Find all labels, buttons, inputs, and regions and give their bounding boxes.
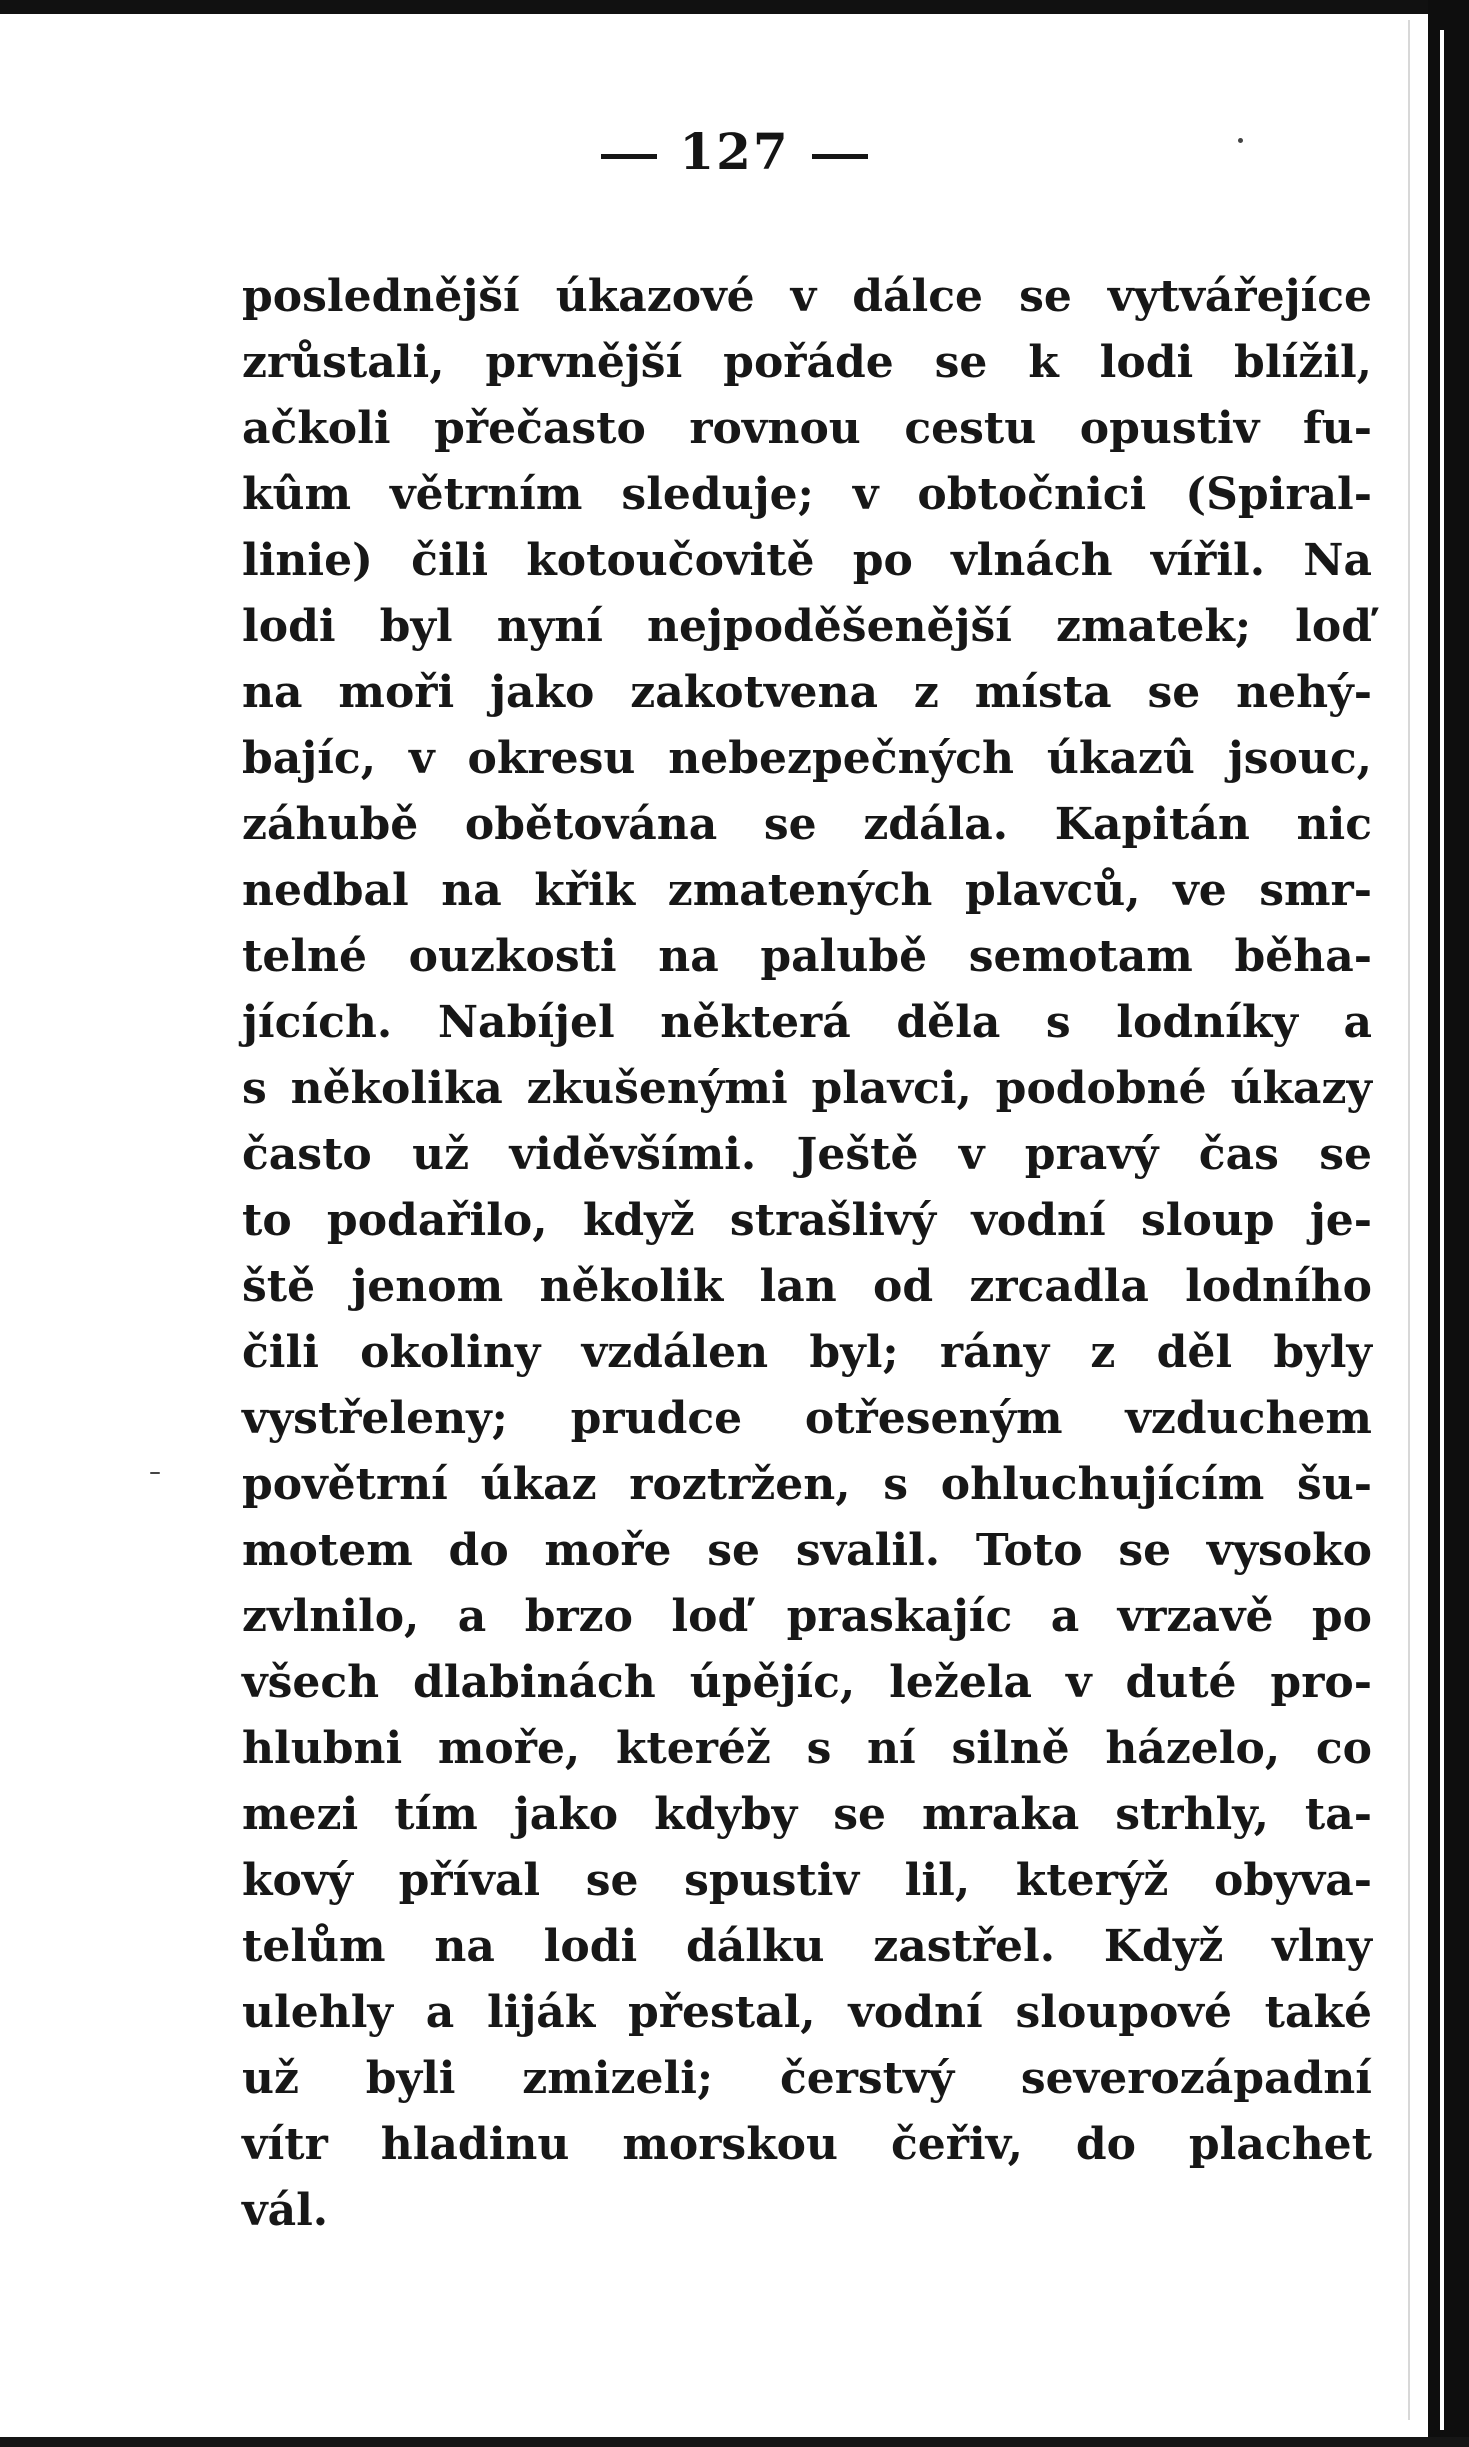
page-number-dash-right — [812, 154, 868, 159]
text-line: kûm větrním sleduje; v obtočnici (Spiral- — [242, 469, 1372, 520]
text-line: linie) čili kotoučovitě po vlnách vířil. Na — [242, 535, 1372, 586]
text-line: nedbal na křik zmatených plavců, ve smr- — [242, 865, 1372, 916]
text-line: ačkoli přečasto rovnou cestu opustiv fu- — [242, 403, 1372, 454]
text-line: kový příval se spustiv lil, kterýž obyva- — [242, 1855, 1372, 1906]
page-number-dash-left — [601, 154, 657, 159]
scan-border-bottom — [0, 2437, 1469, 2447]
text-line: jících. Nabíjel některá děla s lodníky a — [242, 997, 1372, 1048]
text-line: mezi tím jako kdyby se mraka strhly, ta- — [242, 1789, 1372, 1840]
text-line: už byli zmizeli; čerstvý severozápadní — [242, 2053, 1372, 2104]
text-line: zrůstali, prvnější pořáde se k lodi blížil, — [242, 337, 1372, 388]
text-line: ulehly a liják přestal, vodní sloupové také — [242, 1987, 1372, 2038]
text-line: to podařilo, když strašlivý vodní sloup je- — [242, 1195, 1372, 1246]
text-line: všech dlabinách úpějíc, ležela v duté pro- — [242, 1657, 1372, 1708]
text-line: vystřeleny; prudce otřeseným vzduchem — [242, 1393, 1372, 1444]
body-text — [242, 264, 1372, 2244]
text-line: zvlnilo, a brzo loď praskajíc a vrzavě po — [242, 1591, 1372, 1642]
text-line: lodi byl nyní nejpoděšenější zmatek; loď — [242, 601, 1372, 652]
binding-line — [1408, 20, 1410, 2420]
text-line: motem do moře se svalil. Toto se vysoko — [242, 1525, 1372, 1576]
text-line: na moři jako zakotvena z místa se nehý- — [242, 667, 1372, 718]
text-line: bajíc, v okresu nebezpečných úkazû jsouc, — [242, 733, 1372, 784]
text-line: telné ouzkosti na palubě semotam běha- — [242, 931, 1372, 982]
text-line: často už viděvšími. Ještě v pravý čas se — [242, 1129, 1372, 1180]
text-line: povětrní úkaz roztržen, s ohluchujícím šu- — [242, 1459, 1372, 1510]
text-line: poslednější úkazové v dálce se vytvářejíce — [242, 271, 1372, 322]
text-line: ště jenom několik lan od zrcadla lodního — [242, 1261, 1372, 1312]
page-edge-highlight — [1440, 30, 1444, 2430]
scan-speck — [150, 1472, 160, 1474]
text-line: s několika zkušenými plavci, podobné úkazy — [242, 1063, 1372, 1114]
text-line: čili okoliny vzdálen byl; rány z děl byly — [242, 1327, 1372, 1378]
text-line: vítr hladinu morskou čeřiv, do plachet — [242, 2119, 1372, 2170]
text-line: hlubni moře, kteréž s ní silně házelo, co — [242, 1723, 1372, 1774]
text-line: záhubě obětována se zdála. Kapitán nic — [242, 799, 1372, 850]
scan-border-top — [0, 0, 1469, 14]
page-number-value: 127 — [679, 122, 790, 181]
page-number — [0, 122, 1469, 181]
scan-border-right — [1428, 0, 1469, 2447]
text-line: telům na lodi dálku zastřel. Když vlny — [242, 1921, 1372, 1972]
text-line: vál. — [242, 2185, 329, 2236]
